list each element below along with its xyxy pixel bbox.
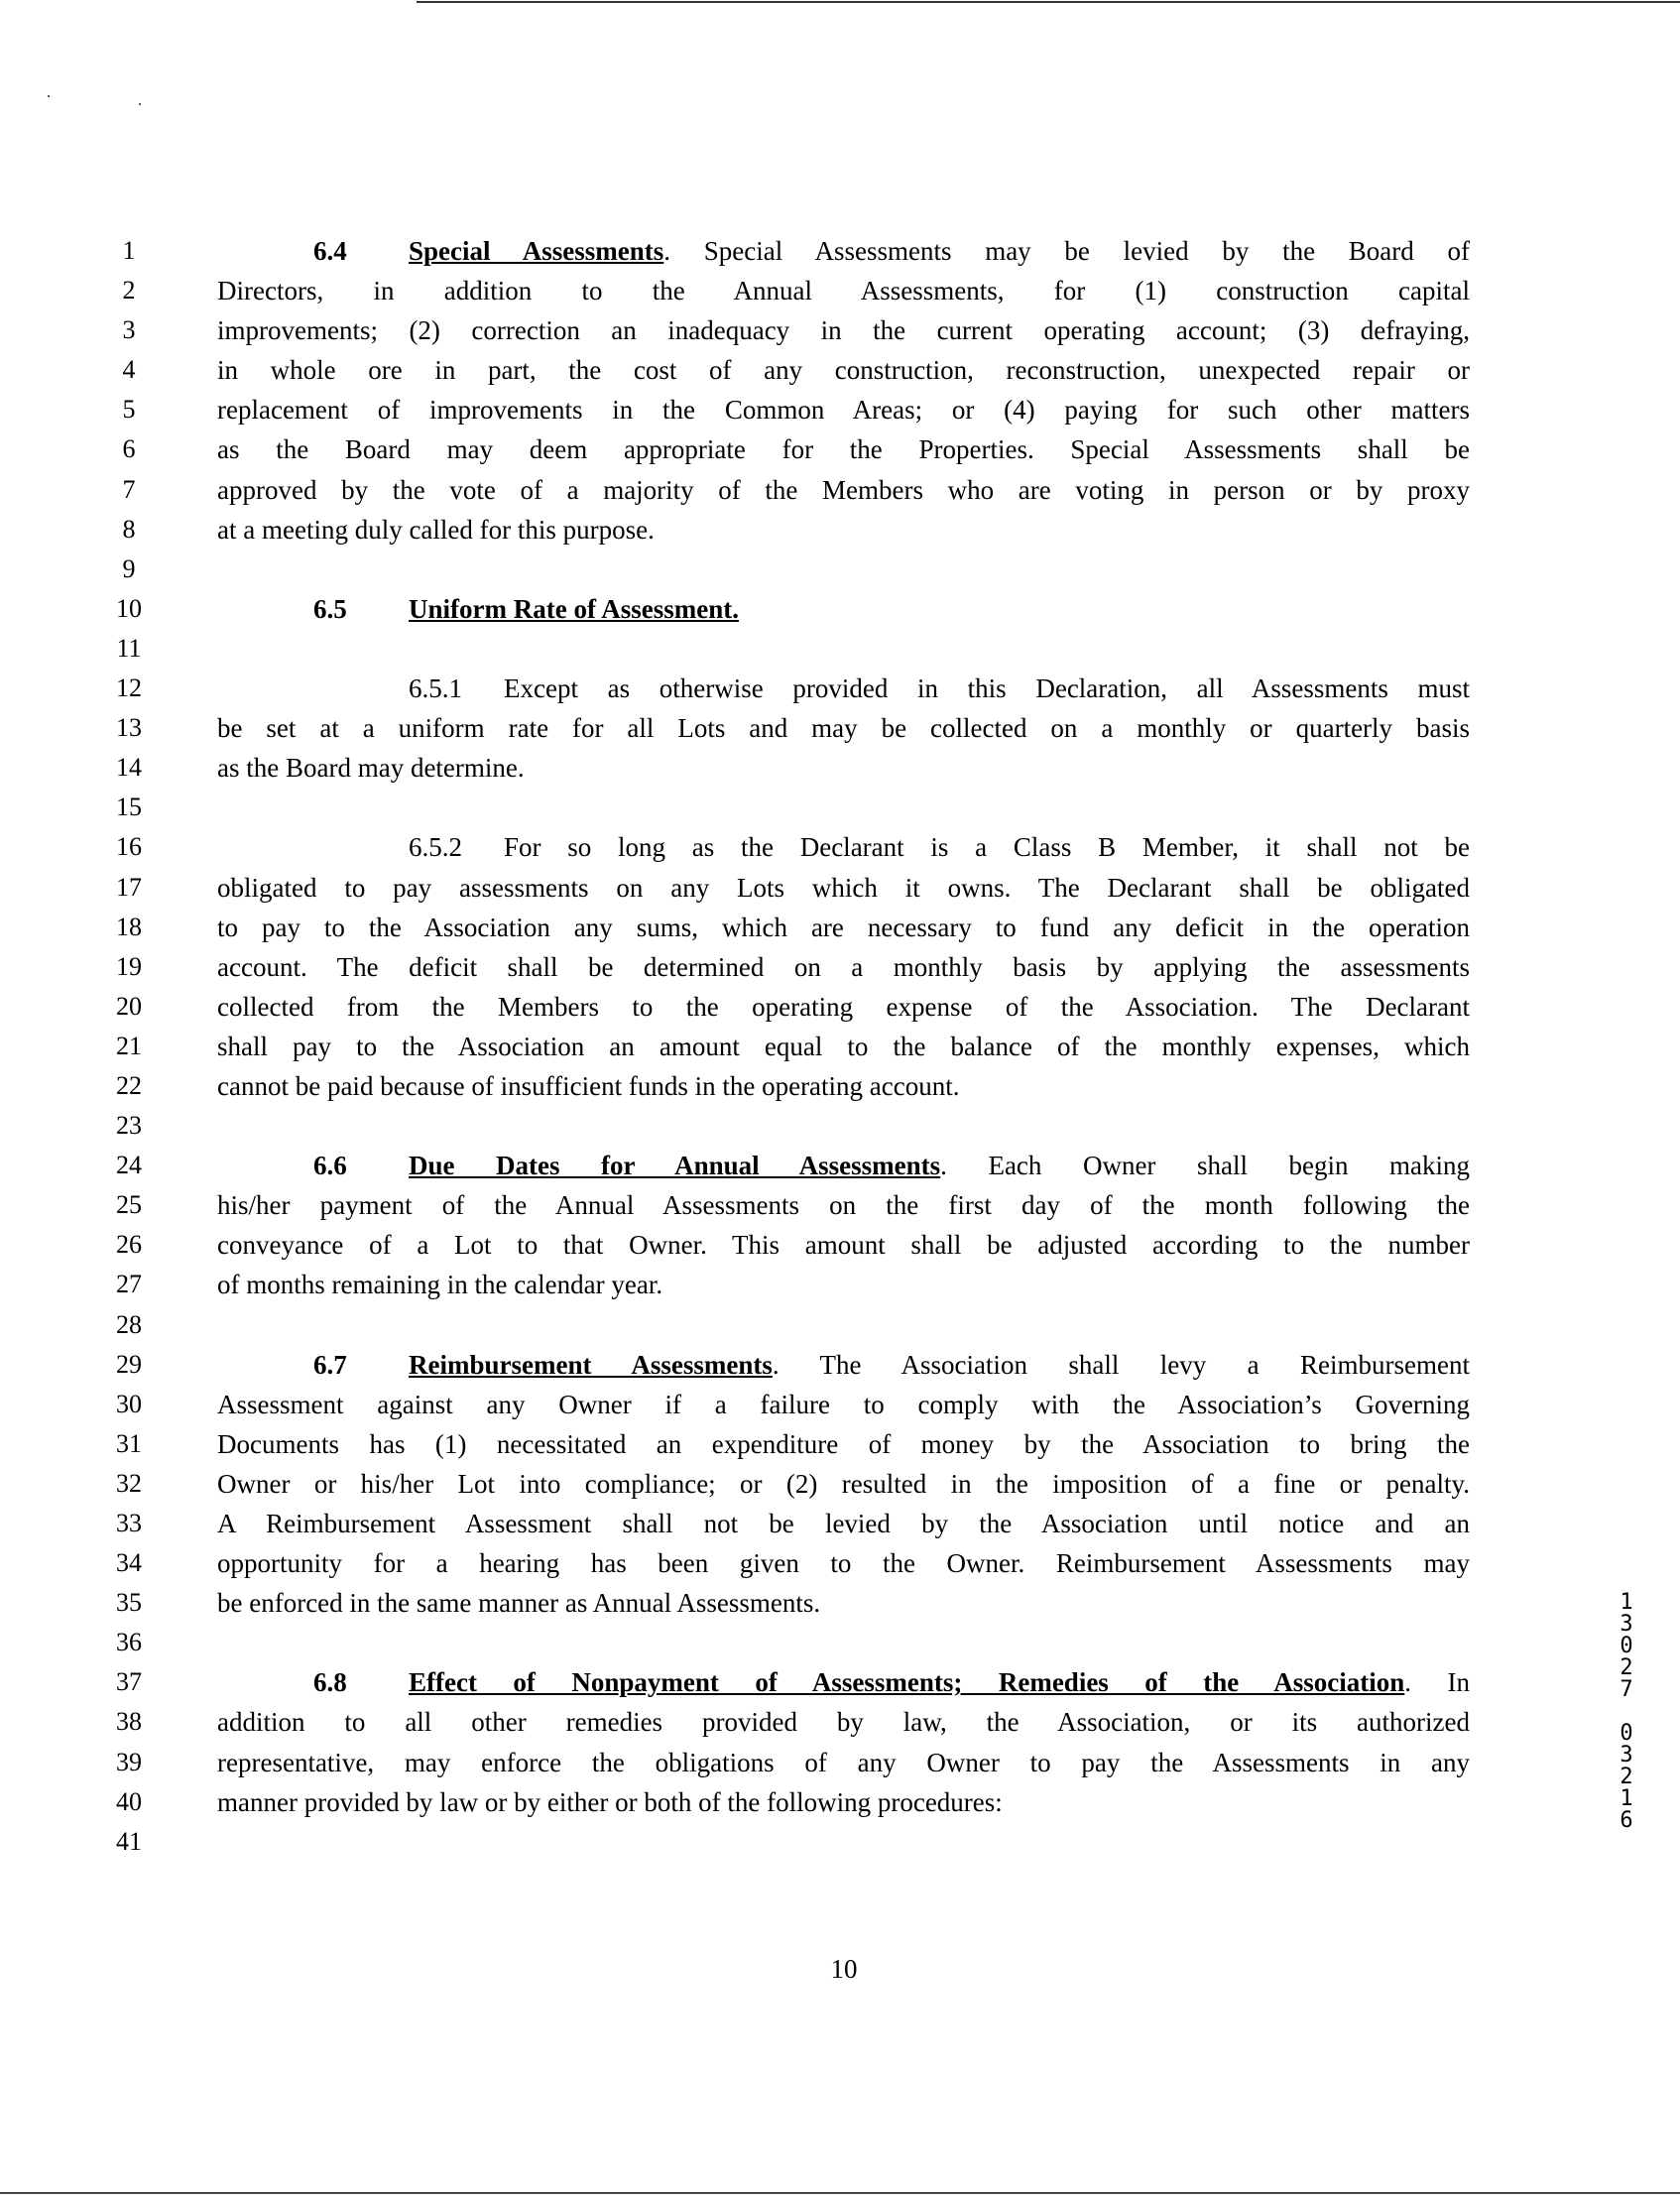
stamp-part-2: 03216 — [1620, 1721, 1633, 1833]
line-text — [217, 1225, 1470, 1265]
line-number: 12 — [116, 673, 142, 703]
document-line — [0, 947, 1680, 987]
section-heading: Due Dates for Annual Assessments — [409, 1151, 941, 1181]
line-text — [217, 1066, 1470, 1106]
body-text: as the Board may deem appropriate for the Properties. Special Assessments shall be — [217, 434, 1470, 465]
line-number: 13 — [116, 713, 142, 743]
body-text: to pay to the Association any sums, which are necessary to fund any deficit in the operation — [217, 912, 1470, 942]
document-line — [0, 429, 1680, 469]
line-number: 30 — [116, 1389, 142, 1418]
document-line — [0, 1027, 1680, 1066]
line-text — [217, 708, 1470, 748]
line-text — [217, 669, 1470, 708]
body-text: improvements; (2) correction an inadequacy in the current operating account; (3) defraying, — [217, 315, 1470, 346]
line-text — [217, 1464, 1470, 1504]
line-number: 16 — [116, 832, 142, 862]
body-text: his/her payment of the Annual Assessments on the first day of the month following the — [217, 1190, 1470, 1221]
body-text: at a meeting duly called for this purpose. — [217, 514, 655, 545]
line-text — [217, 231, 1470, 271]
line-text — [217, 1265, 1470, 1304]
line-text — [217, 1583, 1470, 1623]
body-text: . In — [1404, 1667, 1470, 1698]
line-text — [217, 987, 1470, 1027]
line-text — [217, 868, 1470, 908]
document-line — [0, 470, 1680, 510]
line-text — [217, 1345, 1470, 1385]
line-number: 3 — [122, 315, 136, 345]
line-number: 18 — [116, 912, 142, 941]
document-line — [0, 1345, 1680, 1385]
section-number: 6.5.2 — [409, 832, 462, 863]
line-text — [217, 1782, 1470, 1822]
scan-bottom-edge — [0, 2192, 1680, 2194]
document-line — [0, 748, 1680, 788]
document-line — [0, 1702, 1680, 1742]
line-number: 8 — [122, 514, 136, 544]
document-line — [0, 1424, 1680, 1464]
body-text: cannot be paid because of insufficient funds in the operating account. — [217, 1070, 960, 1101]
body-text: Owner or his/her Lot into compliance; or (2) resulted in the imposition of a fine or penalty. — [217, 1468, 1470, 1499]
line-text — [217, 1027, 1470, 1066]
body-text: be set at a uniform rate for all Lots and may be collected on a monthly or quarterly basis — [217, 713, 1470, 744]
scan-top-edge — [417, 1, 1680, 3]
line-number: 40 — [116, 1786, 142, 1816]
line-text — [217, 589, 1470, 629]
body-text: Directors, in addition to the Annual Assessments, for (1) construction capital — [217, 276, 1470, 306]
line-number: 20 — [116, 991, 142, 1021]
document-line — [0, 1305, 1680, 1345]
line-number: 32 — [116, 1468, 142, 1498]
stamp-part-1: 13027 — [1620, 1590, 1633, 1702]
line-number: 24 — [116, 1151, 142, 1180]
body-text: collected from the Members to the operating expense of the Association. The Declarant — [217, 991, 1470, 1022]
line-text — [217, 1662, 1470, 1702]
body-text: addition to all other remedies provided by law, the Association, or its authorized — [217, 1707, 1470, 1738]
recording-stamp — [1615, 1592, 1638, 1832]
line-number: 41 — [116, 1826, 142, 1856]
body-text: . Special Assessments may be levied by the Board of — [663, 236, 1470, 266]
document-line — [0, 629, 1680, 669]
line-number: 25 — [116, 1190, 142, 1220]
document-line — [0, 1185, 1680, 1225]
document-line — [0, 231, 1680, 271]
document-line — [0, 549, 1680, 589]
document-line — [0, 1782, 1680, 1822]
document-line — [0, 1504, 1680, 1543]
body-text: in whole ore in part, the cost of any construction, reconstruction, unexpected repair or — [217, 355, 1470, 386]
body-text: replacement of improvements in the Common Areas; or (4) paying for such other matters — [217, 395, 1470, 426]
document-line — [0, 1743, 1680, 1782]
document-line — [0, 510, 1680, 549]
document-line — [0, 390, 1680, 429]
section-number: 6.5.1 — [409, 673, 462, 704]
line-number: 17 — [116, 872, 142, 902]
body-text: shall pay to the Association an amount equal to the balance of the monthly expenses, which — [217, 1031, 1470, 1061]
document-line — [0, 310, 1680, 350]
line-number: 35 — [116, 1588, 142, 1618]
line-number: 38 — [116, 1707, 142, 1737]
line-number: 2 — [122, 276, 136, 305]
document-line — [0, 1662, 1680, 1702]
line-text — [217, 310, 1470, 350]
line-number: 21 — [116, 1031, 142, 1060]
line-text — [217, 470, 1470, 510]
line-text — [217, 748, 1470, 788]
line-number: 27 — [116, 1270, 142, 1299]
line-number: 7 — [122, 474, 136, 504]
line-text — [217, 350, 1470, 390]
line-number: 26 — [116, 1230, 142, 1260]
section-heading: Effect of Nonpayment of Assessments; Remedies of the Association — [409, 1667, 1405, 1698]
line-number: 33 — [116, 1509, 142, 1537]
document-line — [0, 1106, 1680, 1146]
body-text: A Reimbursement Assessment shall not be levied by the Association until notice and an — [217, 1509, 1470, 1538]
body-text: account. The deficit shall be determined on a monthly basis by applying the assessments — [217, 951, 1470, 982]
section-heading: Uniform Rate of Assessment. — [409, 593, 739, 624]
line-number: 4 — [122, 355, 136, 385]
body-text: approved by the vote of a majority of the Members who are voting in person or by proxy — [217, 474, 1470, 505]
body-text: Assessment against any Owner if a failure to comply with the Association’s Governing — [217, 1389, 1470, 1419]
document-line — [0, 1225, 1680, 1265]
document-line — [0, 987, 1680, 1027]
line-number: 29 — [116, 1349, 142, 1379]
body-text: as the Board may determine. — [217, 753, 525, 784]
body-text: . Each Owner shall begin making — [940, 1151, 1470, 1181]
line-text — [217, 1185, 1470, 1225]
line-text — [217, 429, 1470, 469]
document-line — [0, 271, 1680, 310]
line-number: 28 — [116, 1309, 142, 1339]
document-line — [0, 589, 1680, 629]
document-line — [0, 1146, 1680, 1185]
document-line — [0, 1066, 1680, 1106]
line-number: 5 — [122, 395, 136, 425]
body-text: representative, may enforce the obligations of any Owner to pay the Assessments in any — [217, 1747, 1470, 1777]
section-number: 6.4 — [313, 236, 347, 266]
line-number: 19 — [116, 951, 142, 981]
line-text — [217, 827, 1470, 867]
document-line — [0, 350, 1680, 390]
line-number: 15 — [116, 793, 142, 822]
document-line — [0, 788, 1680, 827]
body-text: conveyance of a Lot to that Owner. This amount shall be adjusted according to the number — [217, 1230, 1470, 1261]
line-number: 1 — [122, 236, 136, 265]
line-text — [217, 1385, 1470, 1424]
document-line — [0, 1385, 1680, 1424]
document-line — [0, 669, 1680, 708]
line-number: 6 — [122, 434, 136, 464]
body-text: Documents has (1) necessitated an expenditure of money by the Association to bring the — [217, 1428, 1470, 1459]
line-text — [217, 947, 1470, 987]
line-number: 9 — [122, 553, 136, 583]
body-text: of months remaining in the calendar year. — [217, 1270, 663, 1300]
document-line — [0, 1265, 1680, 1304]
scan-speck — [139, 103, 141, 105]
body-text: opportunity for a hearing has been given to the Owner. Reimbursement Assessments may — [217, 1548, 1470, 1579]
section-heading: Special Assessments — [409, 236, 664, 266]
line-text — [217, 1146, 1470, 1185]
document-line — [0, 908, 1680, 947]
page-number: 10 — [830, 1954, 858, 1984]
line-number: 37 — [116, 1667, 142, 1697]
line-number: 14 — [116, 753, 142, 783]
line-number: 22 — [116, 1070, 142, 1100]
body-text: be enforced in the same manner as Annual Assessments. — [217, 1588, 821, 1619]
document-line — [0, 708, 1680, 748]
line-number: 39 — [116, 1747, 142, 1776]
line-text — [217, 908, 1470, 947]
line-number: 23 — [116, 1111, 142, 1141]
scan-speck — [48, 95, 50, 97]
line-text — [217, 1424, 1470, 1464]
body-text: obligated to pay assessments on any Lots which it owns. The Declarant shall be obligated — [217, 872, 1470, 903]
numbered-document-body — [0, 231, 1680, 1862]
document-line — [0, 827, 1680, 867]
document-line — [0, 1583, 1680, 1623]
document-line — [0, 1543, 1680, 1583]
document-line — [0, 1464, 1680, 1504]
body-text: . The Association shall levy a Reimbursement — [772, 1349, 1470, 1380]
section-number: 6.5 — [313, 593, 347, 624]
line-number: 34 — [116, 1548, 142, 1578]
document-line — [0, 868, 1680, 908]
line-text — [217, 1702, 1470, 1742]
line-text — [217, 1543, 1470, 1583]
line-text — [217, 1743, 1470, 1782]
body-text: Except as otherwise provided in this Declaration, all Assessments must — [504, 673, 1470, 704]
section-number: 6.6 — [313, 1151, 347, 1181]
body-text: manner provided by law or by either or both of the following procedures: — [217, 1786, 1003, 1817]
line-number: 10 — [116, 593, 142, 623]
line-number: 11 — [116, 633, 142, 663]
body-text: For so long as the Declarant is a Class B Member, it shall not be — [504, 832, 1470, 863]
document-line — [0, 1822, 1680, 1862]
line-number: 31 — [116, 1428, 142, 1458]
line-text — [217, 271, 1470, 310]
section-number: 6.8 — [313, 1667, 347, 1698]
line-text — [217, 1504, 1470, 1543]
line-number: 36 — [116, 1628, 142, 1657]
line-text — [217, 510, 1470, 549]
line-text — [217, 390, 1470, 429]
document-line — [0, 1623, 1680, 1662]
section-number: 6.7 — [313, 1349, 347, 1380]
section-heading: Reimbursement Assessments — [409, 1349, 773, 1380]
